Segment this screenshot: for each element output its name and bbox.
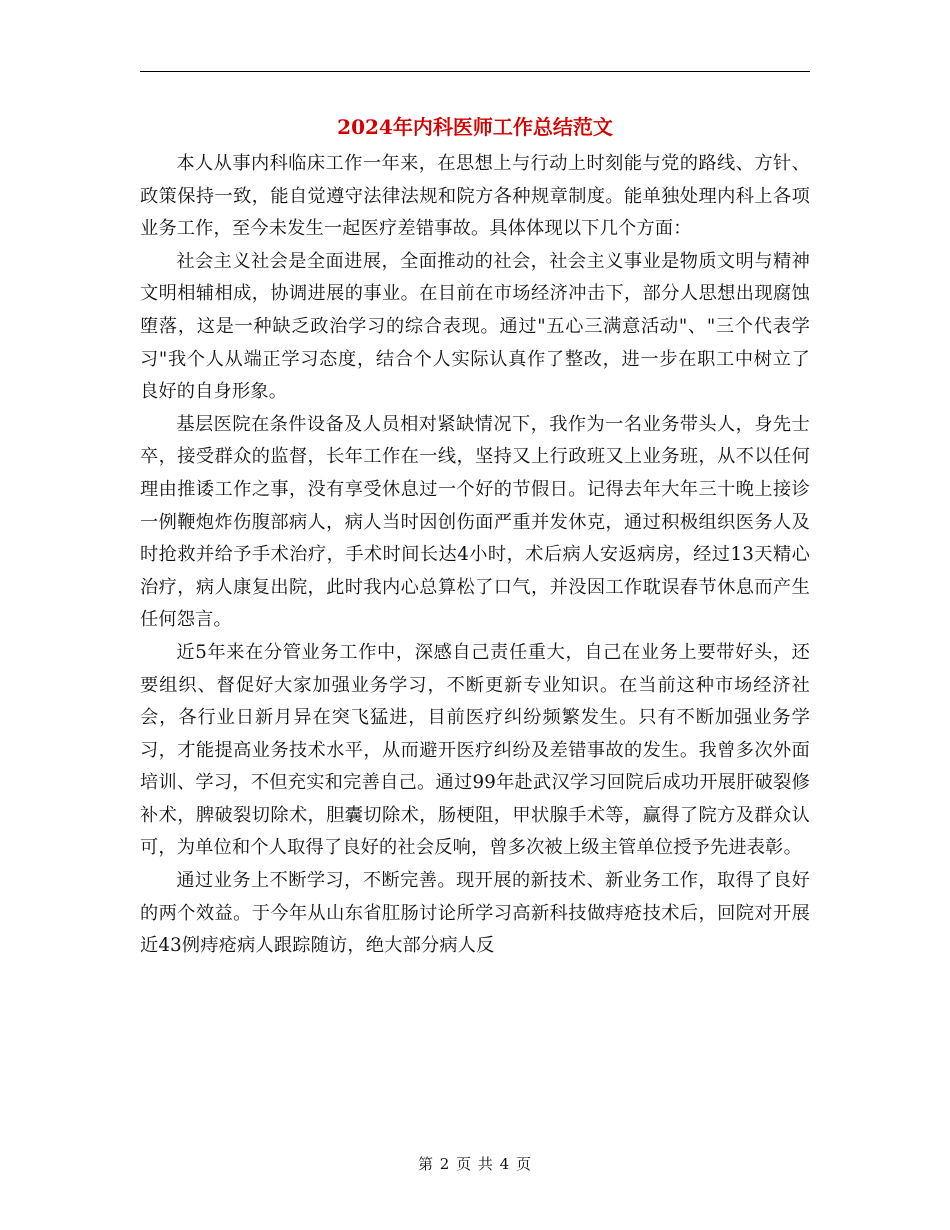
paragraph-frontline-work: 基层医院在条件设备及人员相对紧缺情况下，我作为一名业务带头人，身先士卒，接受群众的监督，长年工作在一线，坚持又上行政班又上业务班，从不以任何理由推诿工作之事，没有享受休息过一个好的节假日。记得去年大年三十晚上接诊一例鞭炮炸伤腹部病人，病人当时因创伤面严重并发休克，通过积极组织医务人及时抢救并给予手术治疗，手术时间长达4小时，术后病人安返病房，经过13天精心治疗，病人康复出院，此时我内心总算松了口气，并没因工作耽误春节休息而产生任何怨言。	[140, 413, 810, 631]
paragraph-business-study: 近5年来在分管业务工作中，深感自己责任重大，自己在业务上要带好头，还要组织、督促好大家加强业务学习，不断更新专业知识。在当前这种市场经济社会，各行业日新月异在突飞猛进，目前医疗纠纷频繁发生。只有不断加强业务学习，才能提高业务技术水平，从而避开医疗纠纷及差错事故的发生。我曾多次外面培训、学习，不但充实和完善自己。通过99年赴武汉学习回院后成功开展肝破裂修补术，脾破裂切除术，胆囊切除术，肠梗阻，甲状腺手术等，赢得了院方及群众认可，为单位和个人取得了良好的社会反响，曾多次被上级主管单位授予先进表彰。	[140, 641, 810, 859]
header-rule	[140, 71, 810, 72]
paragraph-political-study: 社会主义社会是全面进展，全面推动的社会，社会主义事业是物质文明与精神文明相辅相成，协调进展的事业。在目前在市场经济冲击下，部分人思想出现腐蚀堕落，这是一种缺乏政治学习的综合表现。通过"五心三满意活动"、"三个代表学习"我个人从端正学习态度，结合个人实际认真作了整改，进一步在职工中树立了良好的自身形象。	[140, 250, 810, 403]
document-title: 2024年内科医师工作总结范文	[337, 115, 613, 139]
paragraph-new-techniques: 通过业务上不断学习，不断完善。现开展的新技术、新业务工作，取得了良好的两个效益。于今年从山东省肛肠讨论所学习高新科技做痔疮技术后，回院对开展近43例痔疮病人跟踪随访，绝大部分病人反	[140, 870, 810, 957]
document-body	[140, 148, 810, 963]
page-footer: 第 2 页 共 4 页	[418, 1155, 532, 1173]
paragraph-intro: 本人从事内科临床工作一年来，在思想上与行动上时刻能与党的路线、方针、政策保持一致，能自觉遵守法律法规和院方各种规章制度。能单独处理内科上各项业务工作，至今未发生一起医疗差错事故。具体体现以下几个方面：	[140, 153, 810, 240]
